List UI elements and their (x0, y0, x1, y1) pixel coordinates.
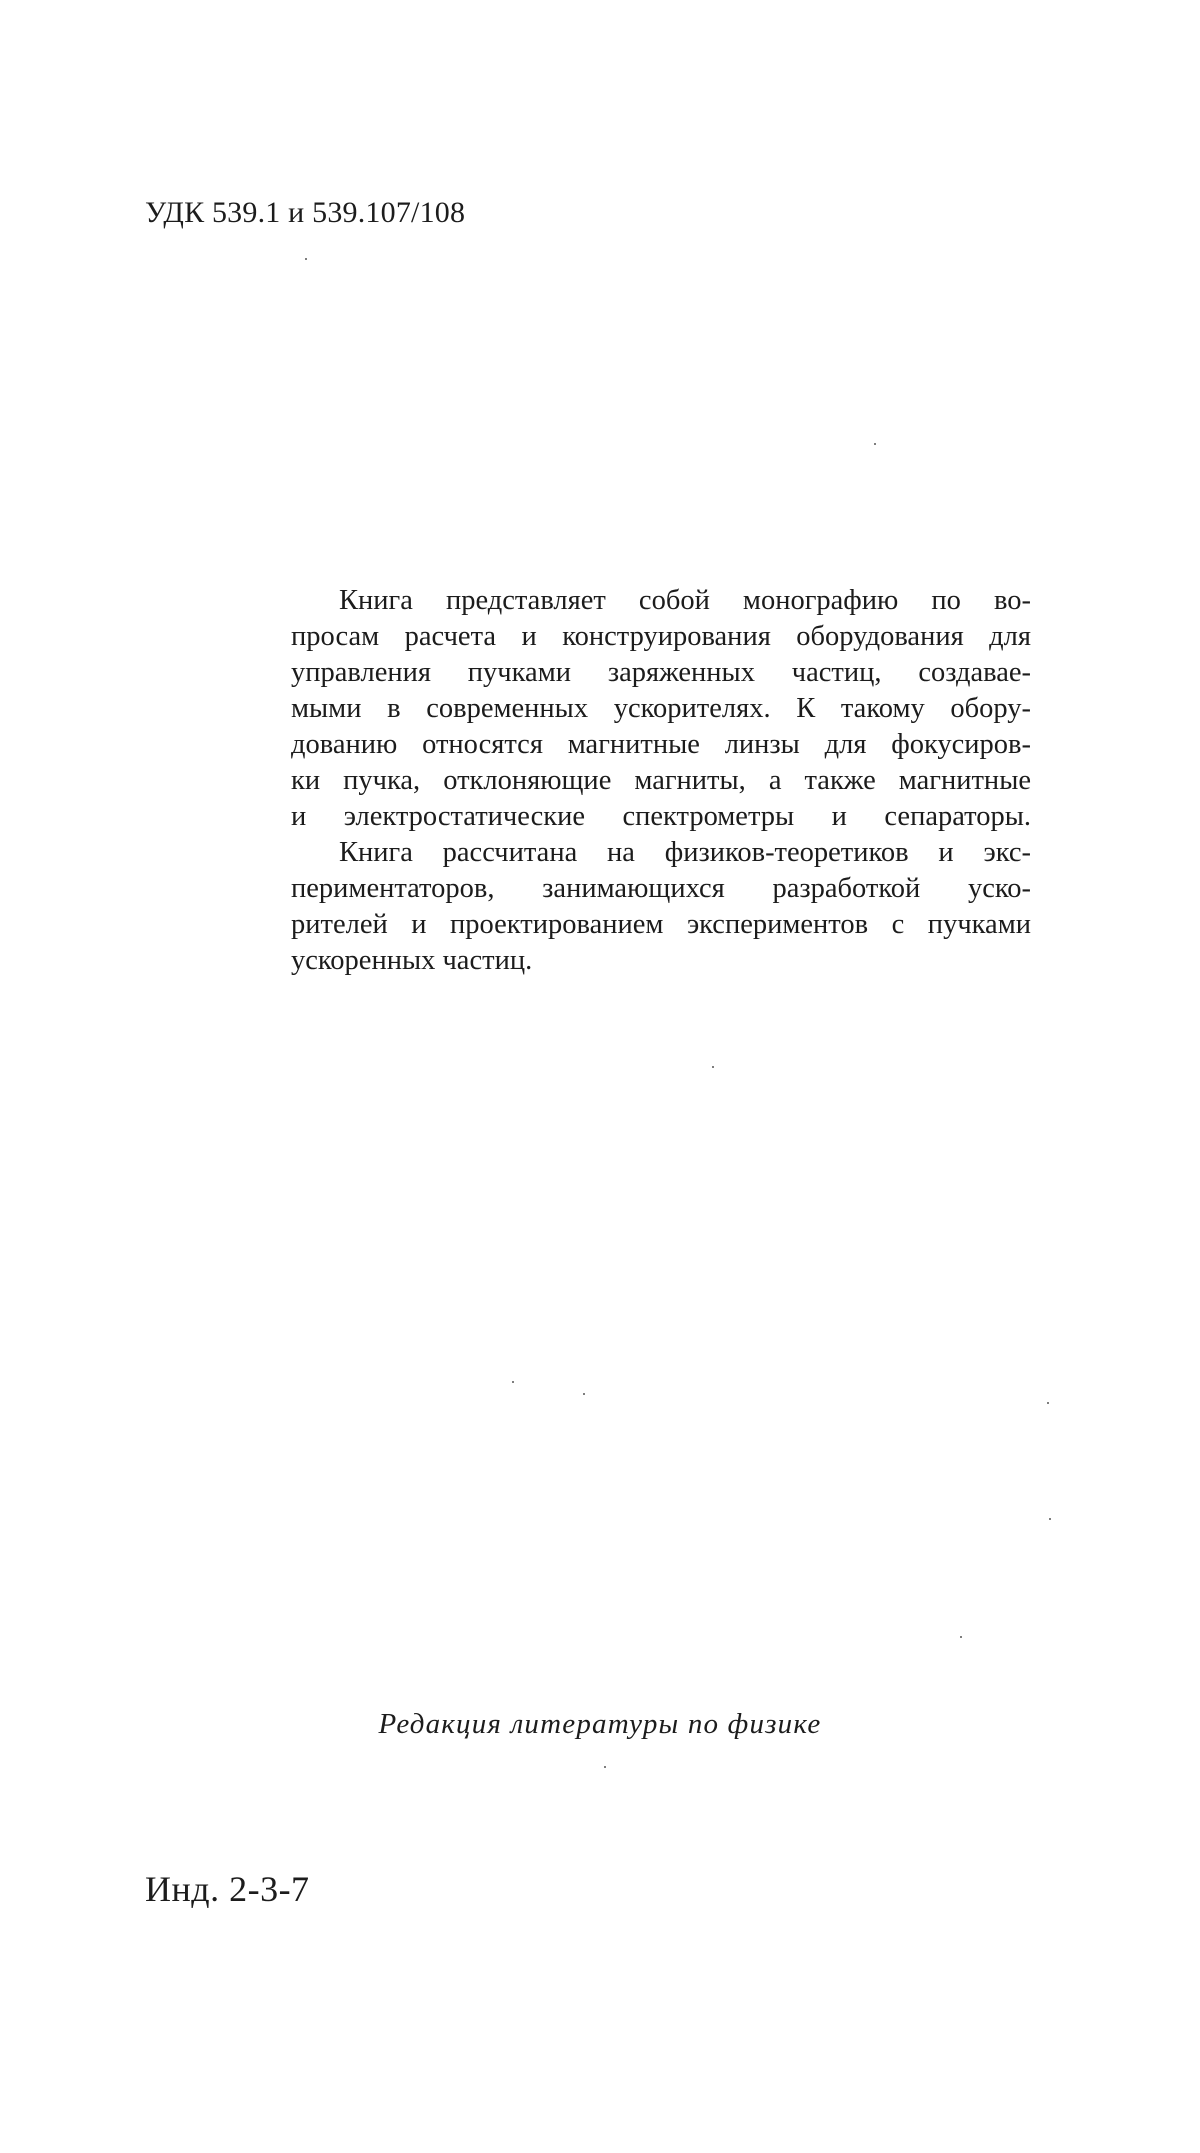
abstract-line: управления пучками заряженных частиц, создавае- (291, 657, 1031, 688)
scan-speck (604, 1766, 606, 1768)
abstract-line: Книга рассчитана на физиков-теоретиков и экс- (339, 837, 1031, 868)
scan-speck (305, 258, 307, 260)
abstract-line: периментаторов, занимающихся разработкой уско- (291, 873, 1031, 904)
udk-code: УДК 539.1 и 539.107/108 (145, 196, 466, 229)
scan-speck (583, 1393, 585, 1395)
scan-speck (960, 1636, 962, 1638)
abstract-line: мыми в современных ускорителях. К такому обору- (291, 693, 1031, 724)
scan-speck (712, 1066, 714, 1068)
abstract-line: ки пучка, отклоняющие магниты, а также магнитные (291, 765, 1031, 796)
abstract-line: просам расчета и конструирования оборудования для (291, 621, 1031, 652)
editorial-office-line: Редакция литературы по физике (378, 1708, 822, 1740)
abstract-paragraph-2 (291, 835, 1031, 979)
abstract-line: дованию относятся магнитные линзы для фокусиров- (291, 729, 1031, 760)
abstract-line: рителей и проектированием экспериментов с пучками (291, 909, 1031, 940)
scan-speck (874, 443, 876, 445)
abstract-line: и электростатические спектрометры и сепараторы. (291, 801, 1031, 832)
scan-speck (1047, 1402, 1049, 1404)
abstract-line: Книга представляет собой монографию по во- (339, 585, 1031, 616)
abstract-paragraph-1 (291, 583, 1031, 835)
scan-speck (1049, 1518, 1051, 1520)
book-abstract (291, 583, 1031, 979)
scan-speck (512, 1381, 514, 1383)
publication-index: Инд. 2-3-7 (145, 1869, 310, 1909)
abstract-line: ускоренных частиц. (291, 945, 533, 976)
